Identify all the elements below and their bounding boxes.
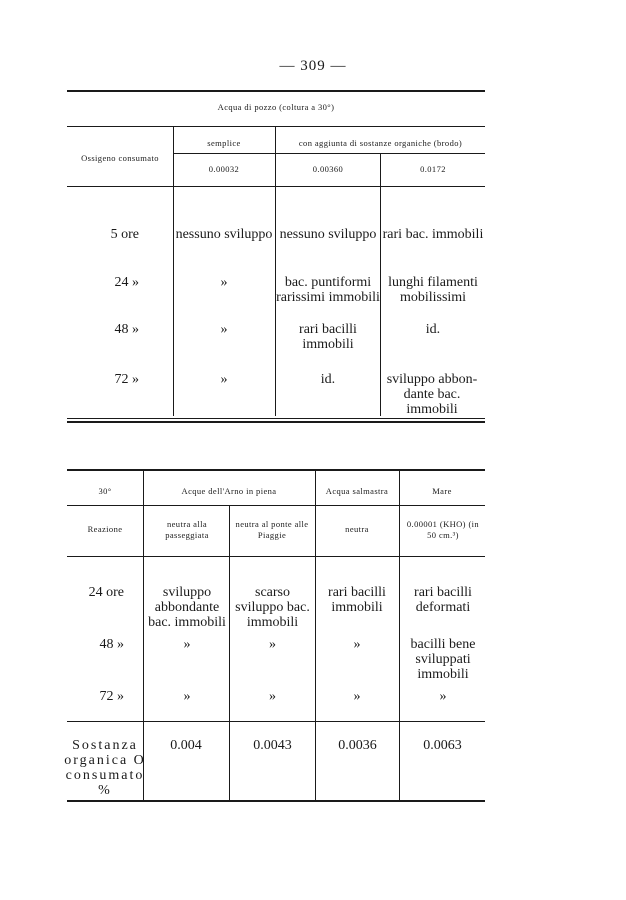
table2-reaction: 0.00001 (KHO) (in 50 cm.³)	[406, 519, 480, 540]
table2-rule	[67, 721, 485, 722]
table-cell: »	[269, 637, 276, 652]
table2-corner: 30°	[98, 486, 112, 496]
table2-top-rule	[67, 469, 485, 471]
table1-group-semplice: semplice	[207, 138, 241, 148]
table2-rule	[67, 505, 485, 506]
table-cell: »	[220, 322, 228, 337]
table2-reaction: neutra alla passeggiata	[165, 519, 209, 540]
table-row-time: 5 ore	[110, 227, 139, 242]
table-row-time: 24 ore	[88, 585, 124, 600]
table-cell: »	[269, 689, 276, 704]
table-cell: scarso sviluppo bac. immobili	[235, 585, 310, 630]
table1-bottom-rule	[67, 421, 485, 423]
table-cell: nessuno sviluppo	[279, 227, 377, 242]
table-cell: rari bacilli deformati	[414, 585, 472, 615]
table2-footer-value: 0.0043	[253, 738, 292, 753]
table-row-time: 48 »	[99, 637, 124, 652]
table1-group-aggiunta: con aggiunta di sostanze organiche (brodo)	[298, 138, 463, 148]
table-cell: sviluppo abbon- dante bac. immobili	[386, 372, 478, 417]
table1-bottom-rule	[67, 418, 485, 419]
table2-reaction-label: Reazione	[87, 524, 123, 534]
table2-footer-value: 0.0063	[423, 738, 462, 753]
table1-rule	[67, 186, 485, 187]
table-cell: bac. puntiformi rarissimi immobili	[276, 275, 380, 305]
table-cell: nessuno sviluppo	[175, 227, 273, 242]
table1-caption: Acqua di pozzo (coltura a 30°)	[217, 102, 335, 112]
table-row-time: 24 »	[114, 275, 139, 290]
table-cell: »	[183, 689, 191, 704]
table2-group-arno: Acque dell'Arno in piena	[181, 486, 277, 496]
page-number: — 309 —	[279, 58, 347, 74]
table2-rule	[67, 556, 485, 557]
table-cell: sviluppo abbondante bac. immobili	[148, 585, 226, 630]
table-cell: »	[220, 275, 228, 290]
table1-rule	[173, 153, 485, 154]
table2-reaction: neutra	[345, 524, 369, 534]
table-cell: »	[220, 372, 228, 387]
table-cell: id.	[425, 322, 441, 337]
table-cell: lunghi filamenti mobilissimi	[388, 275, 478, 305]
table1-value: 0.00360	[312, 164, 344, 174]
table-cell: rari bac. immobili	[382, 227, 484, 242]
table-cell: bacilli bene sviluppati immobili	[410, 637, 476, 682]
table-row-time: 72 »	[114, 372, 139, 387]
table-cell: rari bacilli immobili	[328, 585, 386, 615]
table2-bottom-rule	[67, 800, 485, 802]
table-cell: rari bacilli immobili	[299, 322, 357, 352]
table1-row-header: Ossigeno consumato	[81, 153, 159, 163]
table1-top-rule	[67, 90, 485, 92]
table2-group-mare: Mare	[432, 486, 452, 496]
table-cell: »	[183, 637, 191, 652]
table2-col-divider	[229, 505, 230, 801]
table2-footer-value: 0.004	[170, 738, 202, 753]
table2-footer-label: Sostanza organica O consumato %	[64, 738, 146, 798]
table-cell: »	[353, 637, 361, 652]
table-cell: »	[353, 689, 361, 704]
table2-group-salmastra: Acqua salmastra	[325, 486, 389, 496]
table-row-time: 48 »	[114, 322, 139, 337]
table-cell: »	[439, 689, 447, 704]
table-row-time: 72 »	[99, 689, 124, 704]
table1-rule	[67, 126, 485, 127]
table2-reaction: neutra al ponte alle Piaggie	[235, 519, 309, 540]
table-cell: id.	[320, 372, 336, 387]
table2-footer-value: 0.0036	[338, 738, 377, 753]
table1-value: 0.0172	[420, 164, 446, 174]
table1-value: 0.00032	[208, 164, 240, 174]
